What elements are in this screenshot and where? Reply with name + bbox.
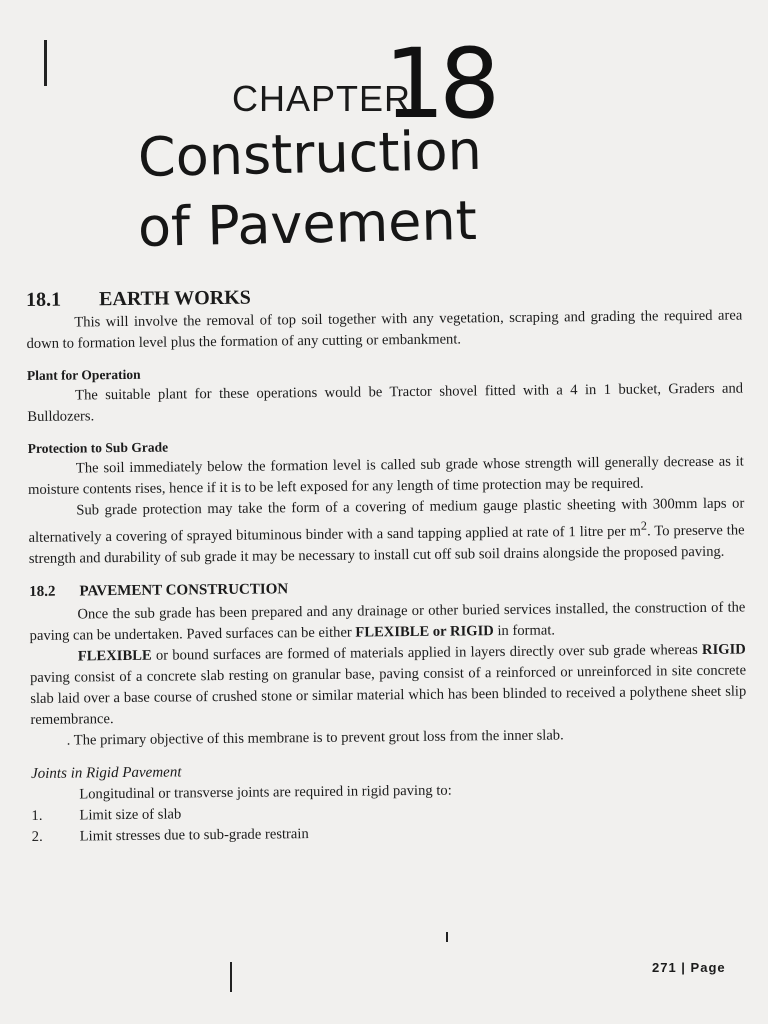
paragraph: This will involve the removal of top soil together with any vegetation, scraping and grading the required area down to formation level plus the formation of any cutting or embankment. [26, 307, 743, 352]
paragraph [29, 597, 745, 646]
body-content [26, 283, 748, 848]
text-run: . To preserve the strength and durability of sub grade it may be necessary to install cut off sub soil drains alongside the proposed paving. [28, 522, 745, 567]
pen-mark-bottom [230, 962, 232, 992]
paragraph [30, 639, 747, 730]
chapter-title-line-2: of Pavement [137, 188, 478, 259]
text-run: paving consist of a concrete slab resting on granular base, paving consist of a reinforced or unreinforced in site concrete slab laid over a base course of crushed stone or similar material which has been blinded to received a polythene sheet slip remembrance. [29, 662, 747, 728]
text-run: in format. [493, 622, 556, 639]
pen-mark-top [44, 40, 47, 86]
paragraph: The soil immediately below the formation level is called sub grade whose strength will generally decrease as it moisture contents rises, hence if it is to be left exposed for any length of time protection may be required. [28, 453, 744, 498]
text-run: or bound surfaces are formed of materials applied in layers directly over sub grade whereas [151, 641, 703, 664]
subheading-plant: Plant for Operation [26, 366, 141, 383]
section-title: PAVEMENT CONSTRUCTION [79, 581, 289, 600]
bold-text: FLEXIBLE or RIGID [355, 622, 494, 641]
chapter-title-line-1: Construction [137, 118, 483, 189]
superscript: 2 [640, 518, 648, 533]
chapter-label: CHAPTER [232, 78, 412, 119]
list-number: 2. [31, 828, 43, 845]
chapter-number: 18 [384, 28, 495, 140]
section-number: 18.1 [25, 288, 62, 311]
paragraph: Longitudinal or transverse joints are required in rigid paving to: [79, 782, 452, 803]
list-text: Limit size of slab [79, 806, 182, 824]
list-number: 1. [31, 807, 43, 824]
section-number: 18.2 [29, 583, 56, 600]
pen-mark-small [446, 932, 448, 942]
page-number: 271 | Page [652, 960, 726, 975]
text-run: Sub grade protection may take the form of a covering of medium gauge plastic sheeting with 300mm laps or alternatively a covering of sprayed bituminous binder with a sand tapping applied at rate of 1 litre per m [28, 495, 745, 546]
text-run: Once the sub grade has been prepared and any drainage or other buried services installed, the construction of the paving can be undertaken. Paved surfaces can be either [29, 599, 746, 644]
bold-text: RIGID [701, 641, 746, 658]
subheading-protection: Protection to Sub Grade [27, 439, 169, 456]
section-title: EARTH WORKS [98, 286, 251, 311]
paragraph [28, 493, 745, 569]
bold-text: FLEXIBLE [77, 647, 152, 665]
list-text: Limit stresses due to sub-grade restrain [79, 825, 309, 845]
paragraph: . The primary objective of this membrane is to prevent grout loss from the inner slab. [66, 727, 564, 749]
joints-list [31, 798, 747, 847]
paragraph: The suitable plant for these operations would be Tractor shovel fitted with a 4 in 1 bucket, Graders and Bulldozers. [27, 380, 744, 425]
subheading-joints: Joints in Rigid Pavement [30, 764, 182, 782]
